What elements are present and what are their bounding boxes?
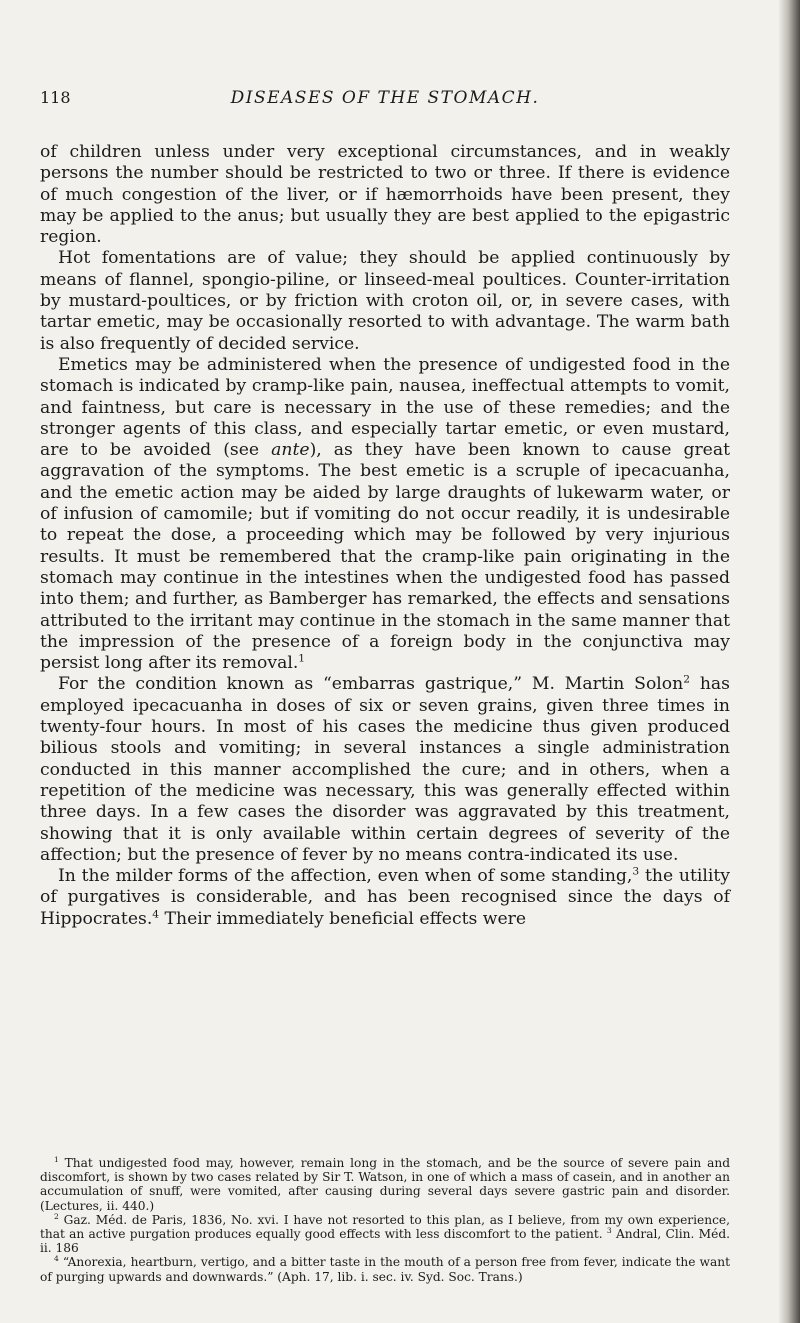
footnote-1-text: That undigested food may, however, remain long in the stomach, and be the source of severe pain and discomfort, is shown by two cases related by Sir T. Watson, in one of which a mass of casein, and in another an accumulation of snuff, were vomited, after causing during several days severe gastric pain and disorder. (Lectures, ii. 440.): [40, 1156, 730, 1213]
embarras-text-b: has employed ipecacuanha in doses of six or seven grains, given three times in twenty-four hours. In most of his cases the medicine thus given produced bilious stools and vomiting; in several instances a single administration conducted in this manner accomplished the cure; and in others, when a repetition of the medicine was necessary, this was generally effected within three days. In a few cases the disorder was aggravated by this treatment, showing that it is only available within certain degrees of severity of the affection; but the presence of fever by no means contra-indicated its use.: [40, 674, 731, 865]
page-edge-shadow: [778, 0, 800, 1323]
paragraph-emetics: [40, 355, 730, 674]
footnote-4: [40, 1255, 730, 1283]
footnote-4-text: “Anorexia, heartburn, vertigo, and a bitter taste in the mouth of a person free from fever, indicate the want of purging upwards and downwards.” (Aph. 17, lib. i. sec. iv. Syd. Soc. Trans.): [40, 1255, 730, 1284]
embarras-text-a: For the condition known as “embarras gastrique,” M. Martin Solon: [58, 674, 684, 695]
footnote-2: [40, 1213, 730, 1256]
purgatives-text-c: Their immediately beneficial effects were: [159, 908, 527, 929]
paragraph-continuation: of children unless under very exceptional circumstances, and in weakly persons the number should be restricted to two or three. If there is evidence of much congestion of the liver, or if hæmorrhoids have been present, they may be applied to the anus; but usually they are best applied to the epigastric region.: [40, 142, 730, 248]
emetics-ante: ante: [271, 440, 310, 461]
footnote-2-text: Gaz. Méd. de Paris, 1836, No. xvi. I have not resorted to this plan, as I believe, from my own experience, that an active purgation produces equally good effects with less discomfort to the patient.: [40, 1212, 731, 1242]
footnote-3-marker: 3: [606, 1225, 612, 1235]
footnote-ref-4: 4: [152, 906, 160, 920]
footnote-3-text: Andral, Clin. Méd. ii. 186: [40, 1227, 730, 1256]
footnote-ref-1: 1: [298, 651, 306, 665]
footnote-2-marker: 2: [54, 1211, 59, 1221]
page-header: [40, 88, 730, 114]
footnote-1: [40, 1156, 730, 1213]
running-title: DISEASES OF THE STOMACH.: [230, 88, 540, 108]
page-number: 118: [40, 88, 71, 107]
paragraph-fomentations: Hot fomentations are of value; they should be applied continuously by means of flannel, spongio-piline, or linseed-meal poultices. Counter-irritation by mustard-poultices, or by friction with croton oil, or, in severe cases, with tartar emetic, may be occasionally resorted to with advantage. The warm bath is also frequently of decided service.: [40, 248, 730, 354]
purgatives-text-a: In the milder forms of the affection, even when of some standing,: [58, 866, 633, 887]
footnote-ref-2: 2: [683, 672, 691, 686]
paragraph-purgatives: [40, 866, 730, 930]
emetics-text-b: ), as they have been known to cause great aggravation of the symptoms. The best emetic is a scruple of ipecacuanha, and the emetic action may be aided by large draughts of lukewarm water, or of infusion of camomile; but if vomiting do not occur readily, it is undesirable to repeat the dose, a proceeding which may be followed by very injurious results. It must be remembered that the cramp-like pain originating in the stomach may continue in the intestines when the undigested food has passed into them; and further, as Bamberger has remarked, the effects and sensations attributed to the irritant may continue in the stomach in the same manner that the impression of the presence of a foreign body in the conjunctiva may persist long after its removal.: [40, 440, 730, 674]
footnote-ref-3: 3: [632, 864, 640, 878]
purgatives-text-b: the utility of purgatives is considerable, and has been recognised since the days of Hippocrates.: [40, 866, 731, 929]
footnotes: [40, 1156, 730, 1284]
footnote-4-marker: 4: [54, 1254, 59, 1264]
paragraph-embarras: [40, 674, 730, 866]
emetics-text-a: Emetics may be administered when the presence of undigested food in the stomach is indicated by cramp-like pain, nausea, ineffectual attempts to vomit, and faintness, but care is necessary in the use of these remedies; and the stronger agents of this class, and especially tartar emetic, or even mustard, are to be avoided (see: [40, 354, 730, 461]
footnote-1-marker: 1: [54, 1154, 59, 1164]
body-text: [40, 142, 730, 930]
